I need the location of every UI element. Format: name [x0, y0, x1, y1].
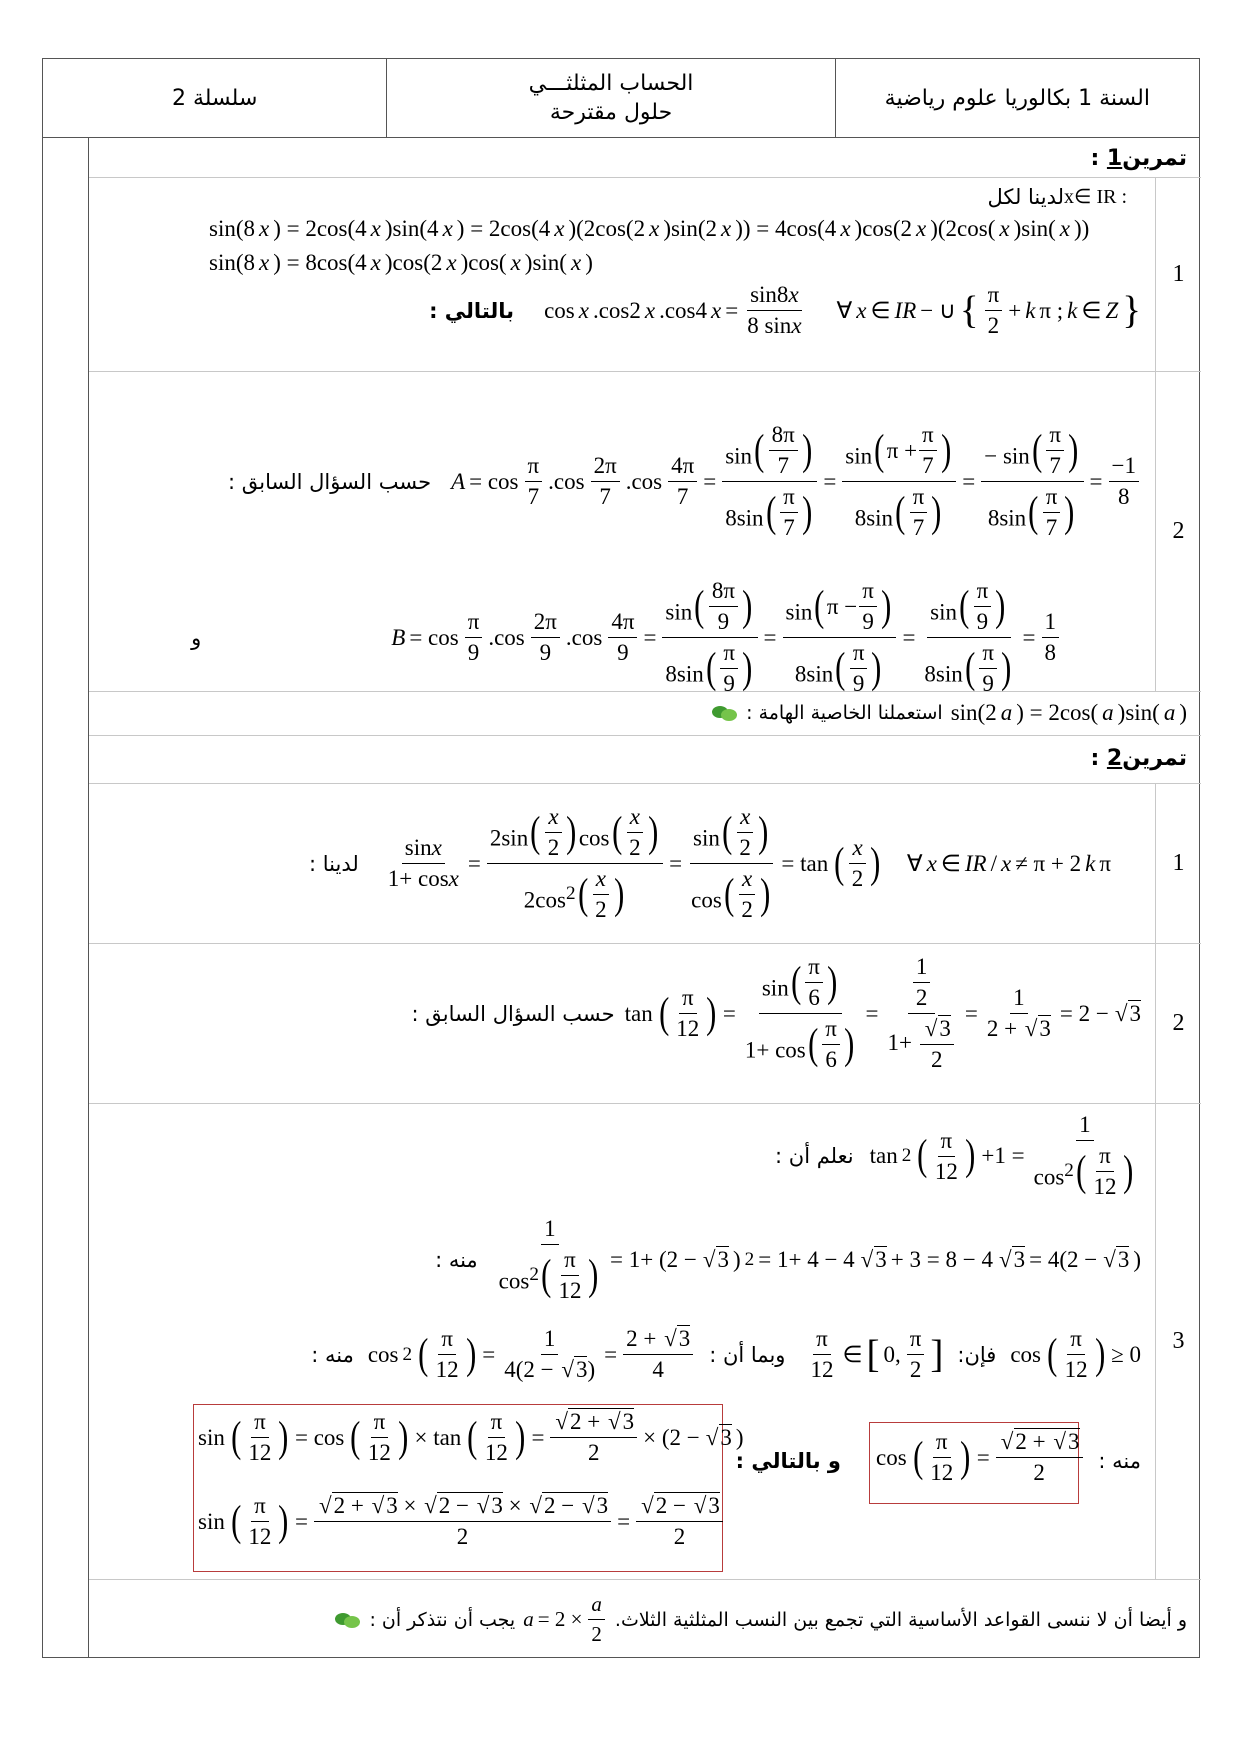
chat-bubble-icon — [712, 704, 738, 722]
conclusion-line — [429, 282, 1141, 339]
formula-inverse-cos: 1 $\cos^2$ ( $\frac{\pi}{12}$ ) = 1+ (2 − √ 3 ) 2 = 1+ 4 − 4 √ 3 + 3 = 8 − 4 √ 3 = 4(2 − √ 3 ) — [494, 1216, 1141, 1304]
and-label: و — [191, 625, 202, 650]
formula-tan-pi12: tan ( $\frac{\pi}{12}$ ) = sin ( $\frac{\pi}{6}$ ) 1+ cos ( $\frac{\pi}{6}$ ) = $\frac{1}{2}$ 1+ √ $\frac{3}{2}$ = $\frac{1}{2 + √ 3}$ = 2 − √ 3 — [625, 954, 1141, 1073]
conclude-label: بالتالي : — [429, 298, 515, 323]
formula-sin-pi12-a: sin ( $\frac{\pi}{12}$ ) = cos ( $\frac{\pi}{12}$ ) × tan ( $\frac{\pi}{12}$ ) = √ $\frac{2 + √ 3}{2}$ × (2 − √ 3 ) — [198, 1409, 744, 1466]
cos-square-line — [311, 1326, 1141, 1383]
formula-interval: $\frac{\pi}{12}$ ∈ [ 0, $\frac{\pi}{2}$ ] — [810, 1326, 944, 1382]
exercise-1-title-row — [89, 138, 1201, 178]
previous-question-label: حسب السؤال السابق : — [411, 1001, 615, 1026]
formula-cos-pi12: cos ( $\frac{\pi}{12}$ ) = √ $\frac{2 + √ 3}{2}$ — [876, 1429, 1085, 1486]
exercise-2-question-3 — [89, 1104, 1201, 1580]
question-number: 2 — [1155, 944, 1201, 1103]
formula-B-line — [191, 578, 1061, 697]
boxed-cos-result — [869, 1422, 1079, 1504]
exercise-2-question-1 — [89, 784, 1201, 944]
formula-sin8x-result: sin(8 x ) = 8cos(4 x )cos(2 x )cos( x )sin( x ) — [209, 250, 593, 275]
formula-domain: ∀ x ∈ IR − ∪ { $\frac{\pi}{2}$ + k π ; k ∈ Z } — [836, 282, 1141, 338]
exercise-2-question-2 — [89, 944, 1201, 1104]
header-series-cell — [43, 59, 386, 137]
formula-product-cos: cos x .cos2 x .cos4 x = $\frac{\sin 8x}{8 \sin x}$ — [544, 282, 802, 338]
exercise-1-title: تمرين1 : — [1090, 146, 1187, 171]
header-level-cell — [835, 59, 1199, 137]
hence-label-1: منه : — [435, 1248, 478, 1272]
chapter-title: الحساب المثلثـــي — [528, 71, 694, 96]
formula-cos-positive: cos ( $\frac{\pi}{12}$ ) ≥ 0 — [1010, 1326, 1141, 1383]
identity-line — [775, 1112, 1141, 1200]
then-label: فإن: — [957, 1342, 997, 1367]
formula-identity: tan 2 ( $\frac{\pi}{12}$ ) +1 = 1 $\cos^2$ ( $\frac{\pi}{12}$ ) — [870, 1112, 1141, 1200]
question-number: 3 — [1155, 1104, 1201, 1579]
hence-cos-label-line — [1098, 1449, 1141, 1473]
chat-bubble-icon — [335, 1611, 361, 1629]
formula-cos-square: cos 2 ( $\frac{\pi}{12}$ ) = $\frac{1}{4(2 - √ 3)}$ = $\frac{2 + √ 3}{4}$ — [368, 1326, 695, 1383]
intro-line — [987, 184, 1141, 209]
question-number: 1 — [1155, 784, 1201, 943]
exercise-2-title-row — [89, 736, 1201, 784]
series-label: سلسلة 2 — [171, 85, 258, 111]
formula-tan-half: $\frac{\sin x}{1+ \cos x}$ = 2sin ( $\frac{x}{2}$ ) cos ( $\frac{x}{2}$ ) $2\cos^2$ ( $\frac{x}{2}$ ) = sin ( $\frac{x}{2}$ ) cos ( $\frac{x}{2}$ ) = tan ( $\frac{x}{2}$ ) — [383, 804, 883, 923]
formula-B: B = cos $\frac{\pi}{9}$ .cos $\frac{2\pi}{9}$ .cos $\frac{4\pi}{9}$ = sin ( $\frac{8\pi}{9}$ ) 8sin ( $\frac{\pi}{9}$ ) = sin( π − $\frac{\pi}{9}$ ) 8sin ( $\frac{\pi}{9}$ ) = sin ( $\frac{\pi}{9}$ ) 8sin ( $\frac{\pi}{9}$ ) = $\frac{1}{8}$ — [391, 578, 1061, 697]
exercise-2-note — [335, 1592, 1187, 1647]
hence-label-2: منه : — [311, 1342, 354, 1367]
note-text-b: و أيضا أن لا ننسى القواعد الأساسية التي تجمع بين النسب المثلثية الثلاث. — [614, 1608, 1187, 1631]
formula-double-angle: sin(2 a ) = 2cos( a )sin( a ) — [950, 700, 1187, 725]
formula-sin-pi12-b: sin ( $\frac{\pi}{12}$ ) = √ $\frac{2 + √ 3 \times √ 2 - √ 3 \times √ 2 - √ 3}{2}$ = √ $\frac{2 - √ 3}{2}$ — [198, 1493, 725, 1550]
question-number: 1 — [1155, 178, 1201, 371]
solutions-table — [42, 138, 1200, 1658]
formula-sin8x-expansion: sin(8 x ) = 2cos(4 x )sin(4 x ) = 2cos(4 x )(2cos(2 x )sin(2 x )) = 4cos(4 x )cos(2 x )(2cos( x )sin( x )) — [209, 216, 1090, 241]
formula-tan-pi12-line — [412, 954, 1141, 1073]
formula-a-double: a = 2 × $\frac{a}{2}$ — [523, 1592, 607, 1647]
intro-condition: x∈ IR : — [1064, 186, 1127, 208]
we-have-label: لدينا : — [309, 851, 359, 876]
formula-tan-half-line — [309, 804, 1141, 923]
document-header — [42, 58, 1200, 138]
exercise-1-question-1 — [89, 178, 1201, 372]
left-margin-column — [43, 138, 89, 1657]
hence-label-3: منه : — [1098, 1449, 1141, 1473]
formula-A: A = cos $\frac{\pi}{7}$ .cos $\frac{2\pi}{7}$ .cos $\frac{4\pi}{7}$ = sin ( $\frac{8\pi}{7}$ ) 8sin ( $\frac{\pi}{7}$ ) = sin( π + $\frac{\pi}{7}$ ) 8sin ( $\frac{\pi}{7}$ ) = − sin ( $\frac{\pi}{7}$ ) 8sin ( $\frac{\pi}{7}$ ) = $\frac{-1}{8}$ — [451, 422, 1141, 541]
formula-A-line — [228, 422, 1141, 541]
exercise-1-note-row — [89, 692, 1201, 736]
chapter-subtitle: حلول مقترحة — [549, 100, 673, 125]
intro-text: لدينا لكل — [987, 184, 1065, 209]
note-text-a: يجب أن نتذكر أن : — [369, 1608, 516, 1631]
inverse-cos-line — [435, 1216, 1141, 1304]
question-number: 2 — [1155, 372, 1201, 691]
thus-label: و بالتالي : — [735, 1449, 841, 1473]
note-text: استعملنا الخاصية الهامة : — [746, 702, 943, 724]
formula-domain-2: ∀ x ∈ IR / x ≠ π + 2 k π — [906, 850, 1111, 876]
header-title-cell — [386, 59, 834, 137]
exercise-2-note-row — [89, 1580, 1201, 1658]
exercise-1-note — [712, 700, 1187, 726]
since-label: وبما أن : — [709, 1342, 786, 1367]
we-know-label: نعلم أن : — [775, 1144, 854, 1168]
level-label: السنة 1 بكالوريا علوم رياضية — [884, 85, 1150, 111]
boxed-sin-result — [193, 1404, 744, 1572]
exercise-1-question-2 — [89, 372, 1201, 696]
previous-question-label: حسب السؤال السابق : — [227, 469, 432, 494]
exercise-2-title: تمرين2 : — [1090, 746, 1187, 771]
thus-label-line — [736, 1449, 841, 1473]
